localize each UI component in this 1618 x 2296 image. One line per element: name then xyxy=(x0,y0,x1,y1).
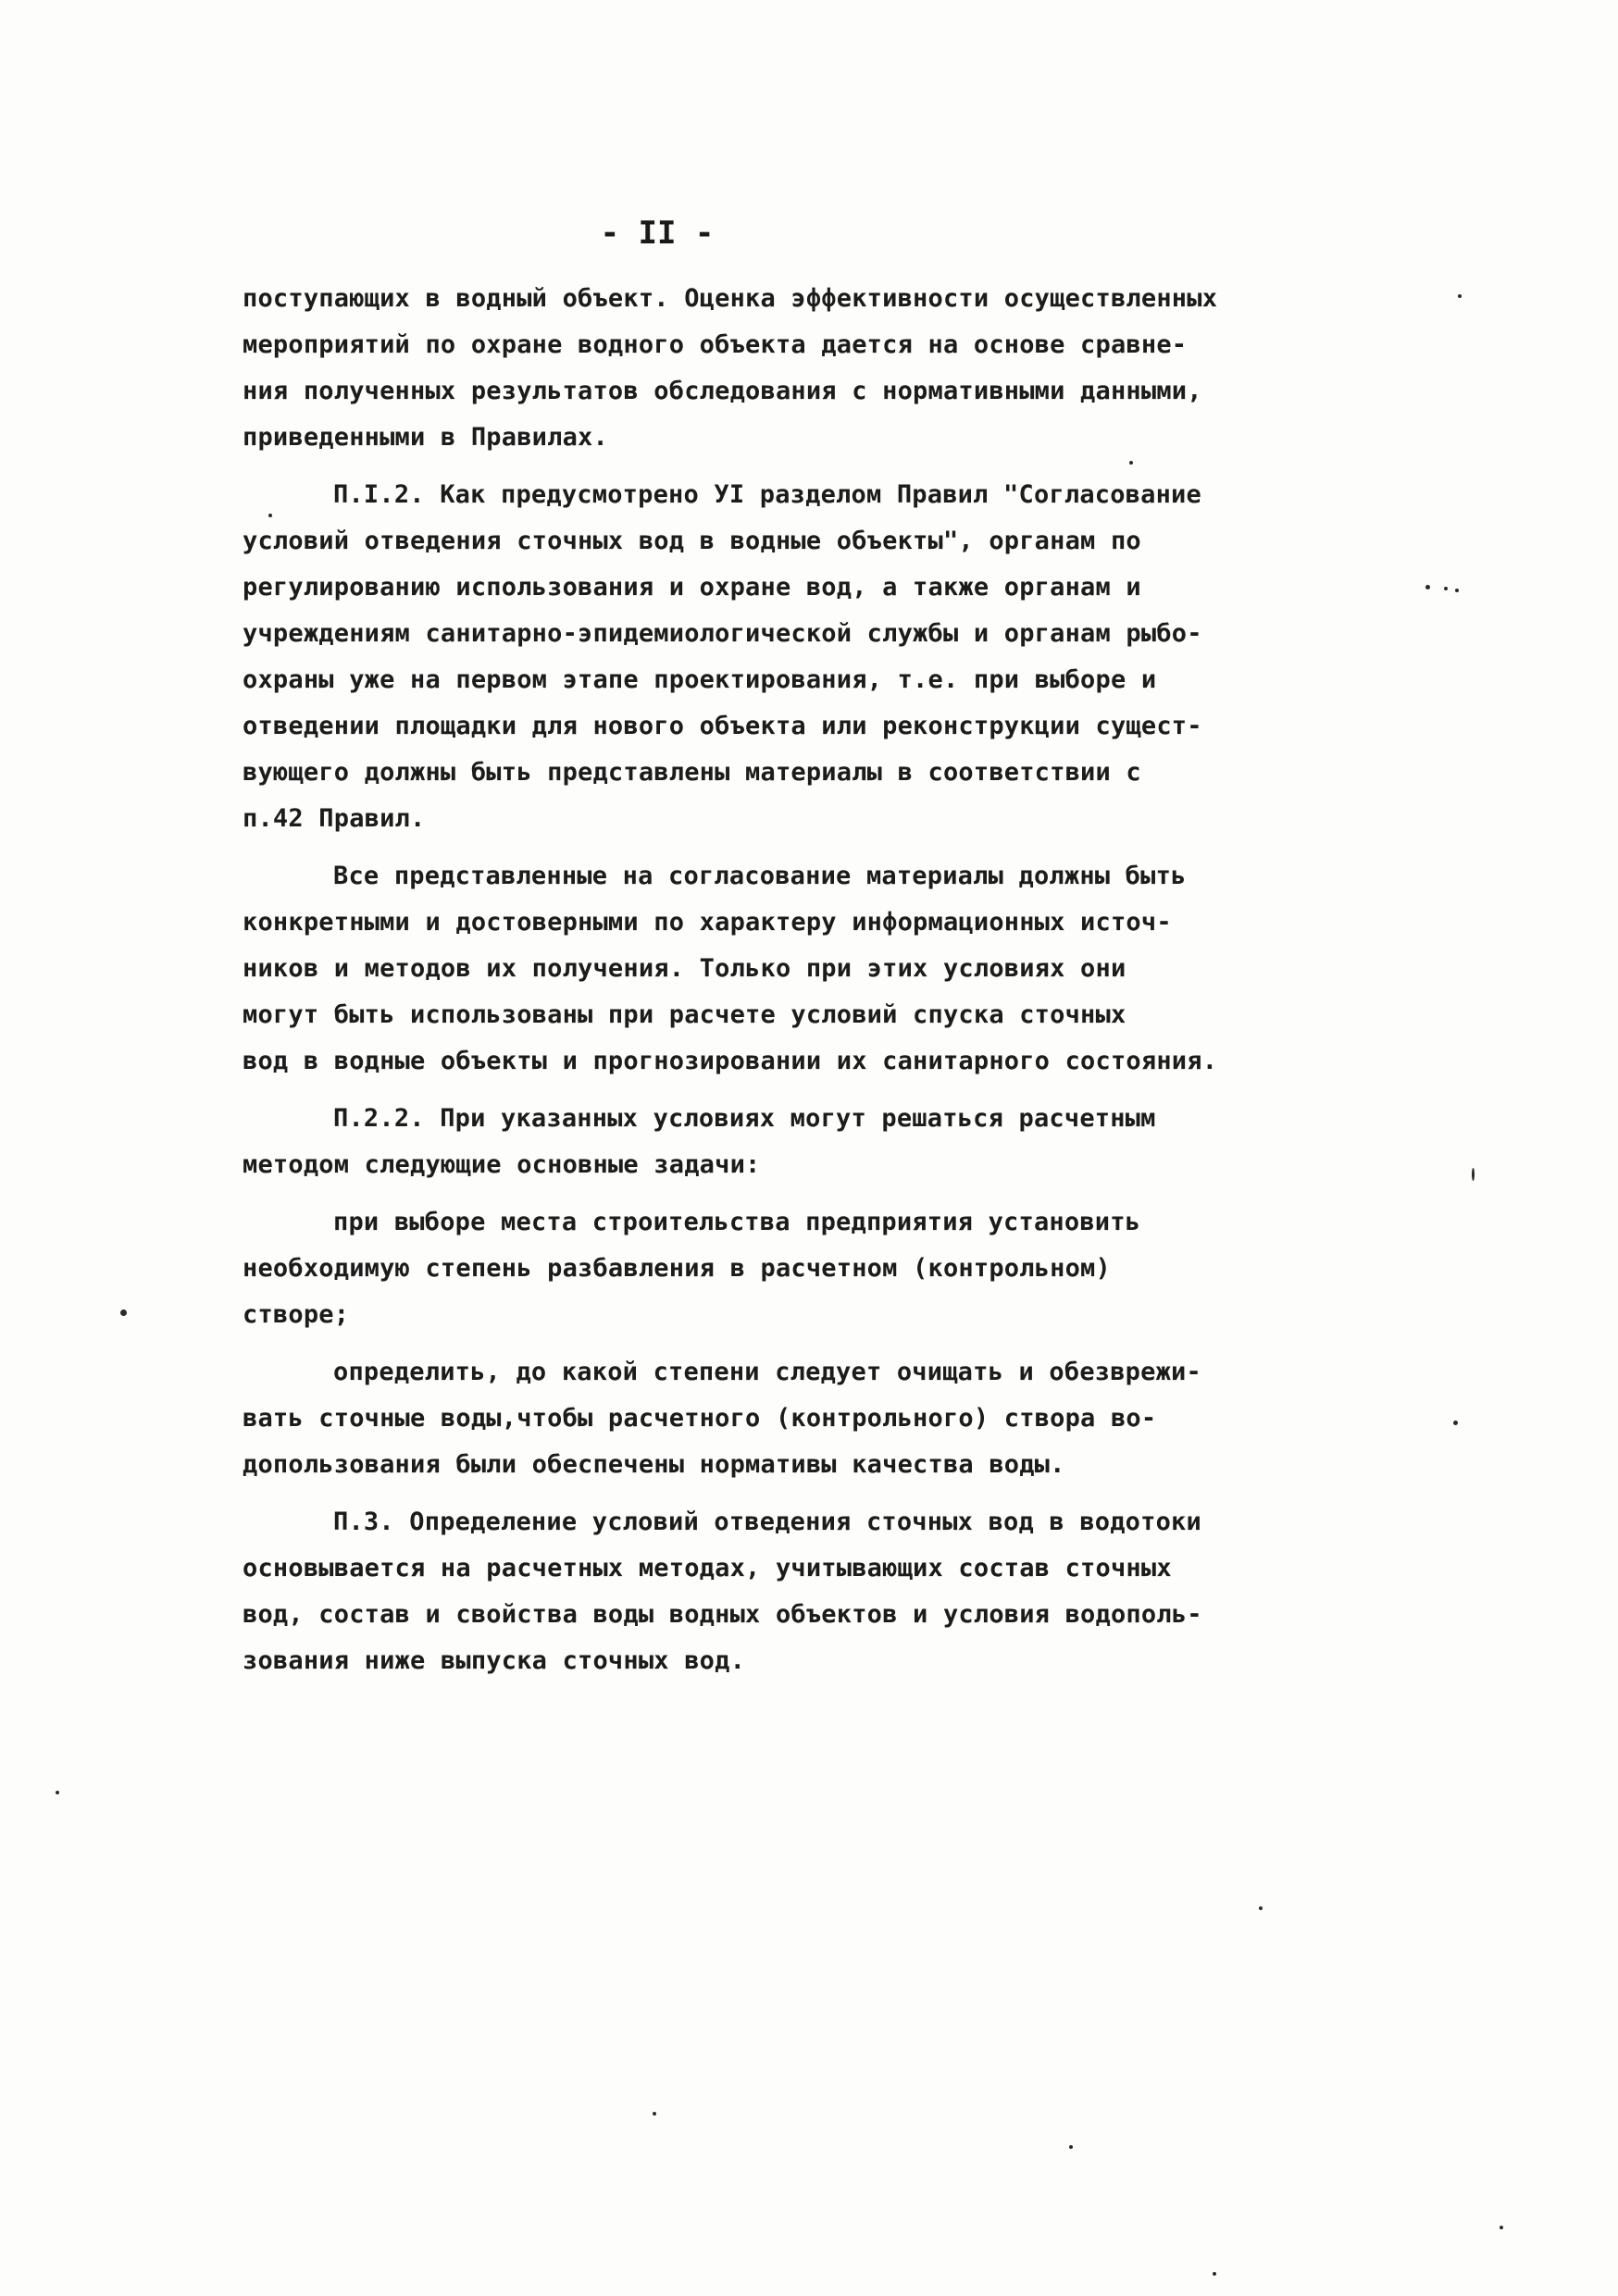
text-line: Все представленные на согласование материалы должны быть xyxy=(333,862,1187,890)
text-line: створе; xyxy=(243,1300,350,1329)
scan-speck xyxy=(1472,1168,1475,1181)
scan-speck xyxy=(1458,294,1462,298)
text-line: охраны уже на первом этапе проектирования, т.е. при выборе и xyxy=(243,665,1157,694)
text-line: ния полученных результатов обследования с нормативными данными, xyxy=(243,377,1202,405)
paragraph xyxy=(243,853,1411,1085)
document-body xyxy=(243,276,1411,1684)
scan-speck xyxy=(1129,461,1133,465)
text-line: поступающих в водный объект. Оценка эффективности осуществленных xyxy=(243,284,1218,313)
text-line: П.I.2. Как предусмотрено УI разделом Правил "Согласование xyxy=(333,480,1201,509)
paragraph xyxy=(243,1349,1411,1488)
scan-speck xyxy=(653,2112,656,2116)
scan-speck xyxy=(1500,2226,1503,2229)
paragraph xyxy=(243,1096,1411,1188)
scan-speck xyxy=(56,1791,59,1794)
text-line: условий отведения сточных вод в водные объекты", органам по xyxy=(243,527,1141,555)
text-line: мероприятий по охране водного объекта дается на основе сравне- xyxy=(243,330,1188,359)
scan-speck xyxy=(1444,587,1448,590)
scan-speck xyxy=(120,1309,127,1316)
paragraph xyxy=(243,472,1411,842)
text-line: определить, до какой степени следует очищать и обезврежи- xyxy=(333,1358,1201,1386)
text-line: п.42 Правил. xyxy=(243,804,426,833)
text-line: П.2.2. При указанных условиях могут решаться расчетным xyxy=(333,1104,1156,1133)
text-line: могут быть использованы при расчете условий спуска сточных xyxy=(243,1000,1126,1029)
scan-speck xyxy=(1069,2145,1073,2149)
text-line: П.3. Определение условий отведения сточных вод в водотоки xyxy=(333,1508,1201,1536)
text-line: учреждениям санитарно-эпидемиологической службы и органам рыбо- xyxy=(243,619,1202,648)
text-line: приведенными в Правилах. xyxy=(243,423,608,452)
text-line: вод, состав и свойства воды водных объектов и условия водополь- xyxy=(243,1600,1202,1629)
text-line: методом следующие основные задачи: xyxy=(243,1150,761,1179)
text-line: вующего должны быть представлены материалы в соответствии с xyxy=(243,758,1141,787)
text-line: основывается на расчетных методах, учитывающих состав сточных xyxy=(243,1554,1172,1582)
scan-speck xyxy=(1213,2272,1216,2276)
text-line: отведении площадки для нового объекта или реконструкции сущест- xyxy=(243,712,1202,740)
text-line: необходимую степень разбавления в расчетном (контрольном) xyxy=(243,1254,1111,1283)
scan-speck xyxy=(1455,589,1459,592)
paragraph xyxy=(243,276,1411,461)
text-line: ников и методов их получения. Только при этих условиях они xyxy=(243,954,1126,983)
scan-speck xyxy=(1425,585,1430,590)
scan-speck xyxy=(268,514,272,517)
scan-speck xyxy=(1259,1906,1263,1910)
text-line: вод в водные объекты и прогнозировании их санитарного состояния. xyxy=(243,1047,1218,1075)
text-line: вать сточные воды,чтобы расчетного (контрольного) створа во- xyxy=(243,1404,1157,1433)
page-number: - II - xyxy=(600,215,715,252)
paragraph xyxy=(243,1199,1411,1338)
text-line: зования ниже выпуска сточных вод. xyxy=(243,1646,746,1675)
text-line: регулированию использования и охране вод, а также органам и xyxy=(243,573,1141,602)
text-line: при выборе места строительства предприятия установить xyxy=(333,1208,1141,1236)
scan-speck xyxy=(1453,1421,1458,1425)
text-line: конкретными и достоверными по характеру информационных источ- xyxy=(243,908,1172,937)
paragraph xyxy=(243,1499,1411,1684)
text-line: допользования были обеспечены нормативы качества воды. xyxy=(243,1450,1065,1479)
